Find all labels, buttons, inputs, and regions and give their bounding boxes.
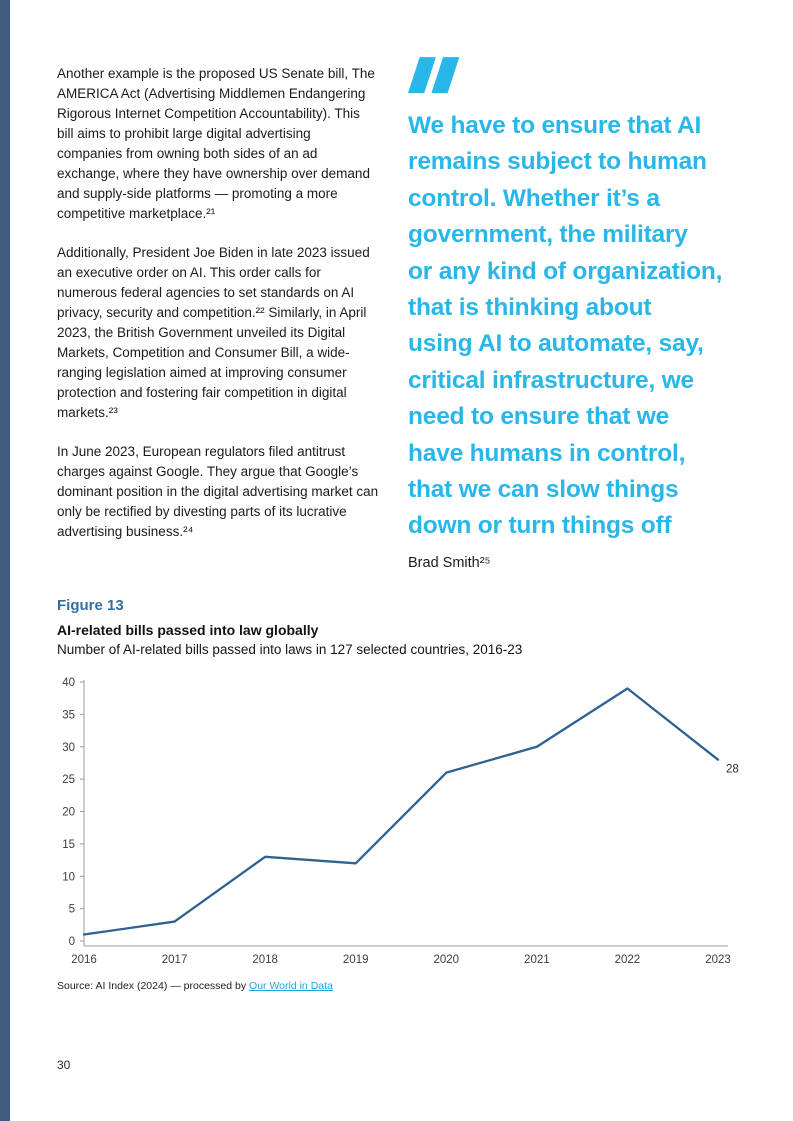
data-line [84,688,718,934]
body-paragraph: In June 2023, European regulators filed antitrust charges against Google. They argue that Google’s dominant position in the digital advertising market can only be rectified by divesting parts of its lucrative advertising business.²⁴ [57,444,379,539]
body-paragraph: Another example is the proposed US Senate bill, The AMERICA Act (Advertising Middlemen Endangering Rigorous Internet Competition Accountability). This bill aims to prohibit large digital advertising companies from owning both sides of an ad exchange, where they have ownership over demand and supply-side platforms — promoting a more competitive marketplace.²¹ [57,66,375,221]
quote-line: that is thinking about [408,294,652,322]
x-tick-label: 2022 [614,954,641,966]
page-number: 30 [57,1058,71,1072]
figure-header [57,598,657,658]
quote-line: need to ensure that we [408,403,670,431]
line-chart [40,676,760,972]
quote-line: that we can slow things [408,476,679,504]
x-tick-label: 2020 [433,954,460,966]
pull-quote-block [408,55,760,571]
x-tick-label: 2018 [252,954,278,966]
quote-line: critical infrastructure, we [408,366,694,394]
quote-line: We have to ensure that AI [408,112,702,139]
y-tick-label: 40 [62,677,75,689]
y-tick-label: 0 [68,936,75,948]
owid-link[interactable]: Our World in Data [249,980,333,992]
quote-line: government, the military [408,221,688,249]
body-text-column [57,64,379,561]
pull-quote-text [408,108,760,545]
quote-line: have humans in control, [408,439,686,467]
figure-subtitle: Number of AI-related bills passed into laws in 127 selected countries, 2016-23 [57,642,523,657]
end-value-label: 28 [726,763,739,776]
quote-line: down or turn things off [408,512,672,540]
quote-line: remains subject to human [408,148,707,176]
y-tick-label: 25 [62,774,75,787]
y-tick-label: 30 [62,741,75,754]
y-tick-label: 15 [62,838,75,851]
x-tick-label: 2016 [71,954,97,966]
quote-line: or any kind of organization, [408,257,723,285]
x-tick-label: 2023 [705,954,731,966]
figure-label: Figure 13 [57,597,124,614]
x-tick-label: 2019 [342,954,369,966]
source-text: Source: AI Index (2024) — processed by [57,980,250,992]
y-tick-label: 5 [68,903,75,916]
x-tick-label: 2017 [161,954,188,966]
y-tick-label: 20 [62,806,75,819]
y-tick-label: 10 [62,871,75,884]
page-accent-bar [0,0,10,1121]
quote-line: using AI to automate, say, [408,330,704,358]
body-paragraph: Additionally, President Joe Biden in late 2023 issued an executive order on AI. This order calls for numerous federal agencies to set standards on AI privacy, security and competition.²² Similarly, in April 2023, the British Government unveiled its Digital Markets, Competition and Consumer Bill, a wide-ranging legislation aimed at improving consumer protection and fostering fair competition in digital markets.²³ [57,245,370,420]
y-tick-label: 35 [62,709,75,722]
x-tick-label: 2021 [524,954,550,966]
quote-line: control. Whether it’s a [408,184,660,212]
source-line [57,980,333,992]
figure-title: AI-related bills passed into law globally [57,622,319,638]
quote-attribution: Brad Smith²⁵ [408,554,491,571]
open-quote-icon [408,55,760,99]
